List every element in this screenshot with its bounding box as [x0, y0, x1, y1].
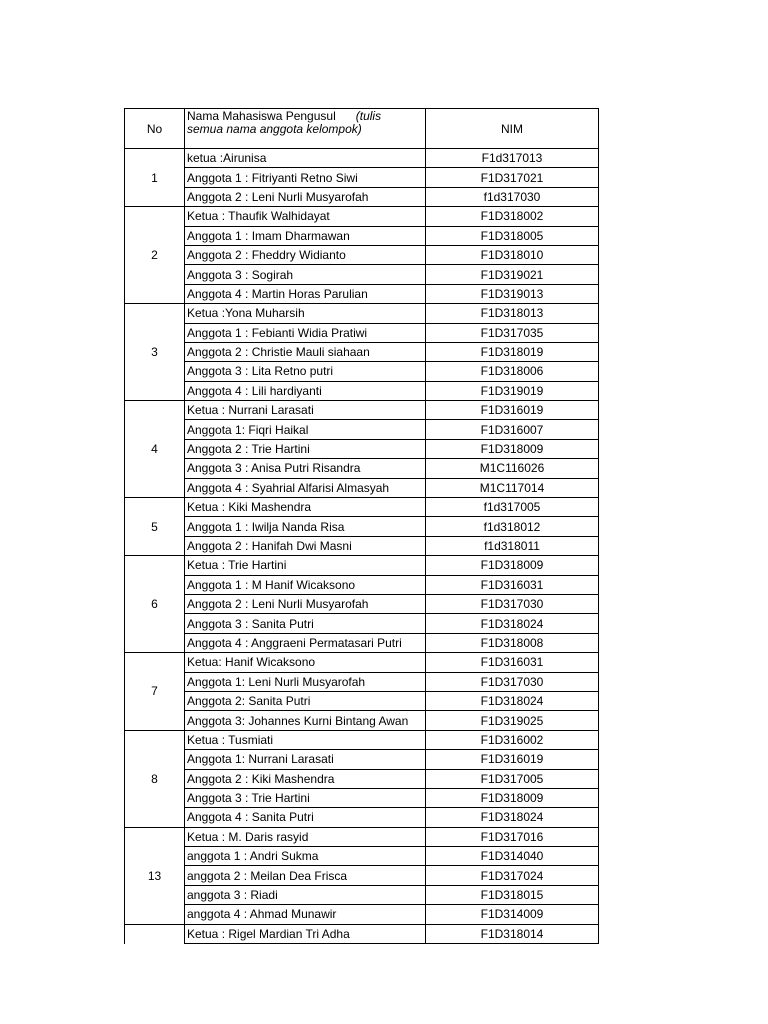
member-nim: F1D319013 — [426, 284, 599, 303]
member-name: Anggota 1 : Imam Dharmawan — [185, 226, 426, 245]
header-no: No — [125, 109, 185, 149]
table-row — [125, 459, 599, 478]
table-row — [125, 711, 599, 730]
member-name: Anggota 3: Johannes Kurni Bintang Awan — [185, 711, 426, 730]
member-name: Anggota 2 : Leni Nurli Musyarofah — [185, 594, 426, 613]
group-number: 13 — [125, 827, 185, 924]
member-nim: F1D319021 — [426, 265, 599, 284]
table-row — [125, 245, 599, 264]
member-name: Anggota 4 : Syahrial Alfarisi Almasyah — [185, 478, 426, 497]
table-row — [125, 769, 599, 788]
table-row — [125, 905, 599, 924]
member-nim: F1D316031 — [426, 575, 599, 594]
table-body — [125, 149, 599, 944]
member-nim: F1D318015 — [426, 885, 599, 904]
member-nim: F1D318010 — [426, 245, 599, 264]
table-row — [125, 323, 599, 342]
member-nim: F1D318019 — [426, 342, 599, 361]
member-nim: F1D317021 — [426, 168, 599, 187]
table-row — [125, 420, 599, 439]
member-name: Anggota 3 : Sanita Putri — [185, 614, 426, 633]
header-row — [125, 109, 599, 149]
member-name: Anggota 3 : Anisa Putri Risandra — [185, 459, 426, 478]
table-row — [125, 594, 599, 613]
member-name: Ketua : Kiki Mashendra — [185, 498, 426, 517]
table-row — [125, 866, 599, 885]
member-name: anggota 1 : Andri Sukma — [185, 847, 426, 866]
table-row — [125, 808, 599, 827]
member-name: Anggota 4 : Lili hardiyanti — [185, 381, 426, 400]
member-name: Anggota 1: Leni Nurli Musyarofah — [185, 672, 426, 691]
member-nim: F1D314040 — [426, 847, 599, 866]
header-name-hint-2: semua nama anggota kelompok) — [187, 122, 362, 136]
member-name: Anggota 4 : Anggraeni Permatasari Putri — [185, 633, 426, 652]
table-row — [125, 304, 599, 323]
member-name: Anggota 1 : Febianti Widia Pratiwi — [185, 323, 426, 342]
member-name: anggota 2 : Meilan Dea Frisca — [185, 866, 426, 885]
table-row — [125, 750, 599, 769]
group-number: 5 — [125, 498, 185, 556]
member-name: Ketua : Tusmiati — [185, 730, 426, 749]
table-row — [125, 187, 599, 206]
table-row — [125, 168, 599, 187]
member-name: Ketua : Thaufik Walhidayat — [185, 207, 426, 226]
table-row — [125, 517, 599, 536]
member-name: Anggota 3 : Trie Hartini — [185, 788, 426, 807]
table-row — [125, 536, 599, 555]
member-nim: F1D317005 — [426, 769, 599, 788]
group-number: 8 — [125, 730, 185, 827]
member-nim: F1D318005 — [426, 226, 599, 245]
member-name: Ketua : Rigel Mardian Tri Adha — [185, 924, 426, 943]
table-header — [125, 109, 599, 149]
member-name: Anggota 2 : Leni Nurli Musyarofah — [185, 187, 426, 206]
member-name: ketua :Airunisa — [185, 149, 426, 168]
member-nim: F1D318006 — [426, 362, 599, 381]
member-nim: F1D318014 — [426, 924, 599, 943]
member-name: Anggota 1 : Iwilja Nanda Risa — [185, 517, 426, 536]
member-nim: M1C117014 — [426, 478, 599, 497]
member-name: Ketua : Nurrani Larasati — [185, 401, 426, 420]
member-name: Anggota 2 : Kiki Mashendra — [185, 769, 426, 788]
table-row — [125, 362, 599, 381]
member-name: Anggota 2 : Hanifah Dwi Masni — [185, 536, 426, 555]
member-name: Ketua: Hanif Wicaksono — [185, 653, 426, 672]
member-nim: F1D317030 — [426, 594, 599, 613]
member-nim: M1C116026 — [426, 459, 599, 478]
member-nim: F1D316019 — [426, 401, 599, 420]
table-row — [125, 924, 599, 943]
group-list-table — [124, 108, 599, 944]
table-row — [125, 439, 599, 458]
member-name: Anggota 2 : Trie Hartini — [185, 439, 426, 458]
header-name-hint-1: (tulis — [355, 109, 382, 123]
member-name: Anggota 2 : Fheddry Widianto — [185, 245, 426, 264]
member-nim: F1D318024 — [426, 808, 599, 827]
header-name — [185, 109, 426, 149]
table-row — [125, 498, 599, 517]
table-row — [125, 207, 599, 226]
table-row — [125, 885, 599, 904]
member-nim: f1d318011 — [426, 536, 599, 555]
table-row — [125, 788, 599, 807]
member-nim: F1D317016 — [426, 827, 599, 846]
table-row — [125, 672, 599, 691]
header-nim: NIM — [426, 109, 599, 149]
group-number — [125, 924, 185, 943]
table-row — [125, 149, 599, 168]
table-row — [125, 381, 599, 400]
member-name: anggota 4 : Ahmad Munawir — [185, 905, 426, 924]
table-row — [125, 653, 599, 672]
table-row — [125, 847, 599, 866]
group-number: 6 — [125, 556, 185, 653]
table-row — [125, 730, 599, 749]
table-row — [125, 827, 599, 846]
member-nim: F1D317024 — [426, 866, 599, 885]
member-name: Ketua : M. Daris rasyid — [185, 827, 426, 846]
member-nim: f1d317005 — [426, 498, 599, 517]
member-nim: F1D316031 — [426, 653, 599, 672]
table-row — [125, 614, 599, 633]
member-nim: F1D314009 — [426, 905, 599, 924]
member-name: Ketua :Yona Muharsih — [185, 304, 426, 323]
member-name: Anggota 1: Nurrani Larasati — [185, 750, 426, 769]
member-name: anggota 3 : Riadi — [185, 885, 426, 904]
table-row — [125, 478, 599, 497]
table-row — [125, 265, 599, 284]
header-name-label: Nama Mahasiswa Pengusul — [187, 109, 336, 123]
member-nim: F1D317035 — [426, 323, 599, 342]
member-nim: F1D318008 — [426, 633, 599, 652]
table-row — [125, 284, 599, 303]
table-row — [125, 556, 599, 575]
member-nim: F1D318002 — [426, 207, 599, 226]
member-name: Anggota 1: Fiqri Haikal — [185, 420, 426, 439]
table-row — [125, 342, 599, 361]
member-name: Anggota 1 : M Hanif Wicaksono — [185, 575, 426, 594]
member-nim: f1d318012 — [426, 517, 599, 536]
group-number: 1 — [125, 149, 185, 207]
member-name: Anggota 4 : Sanita Putri — [185, 808, 426, 827]
member-name: Anggota 1 : Fitriyanti Retno Siwi — [185, 168, 426, 187]
group-number: 3 — [125, 304, 185, 401]
member-nim: F1D316019 — [426, 750, 599, 769]
member-nim: F1D317030 — [426, 672, 599, 691]
member-nim: F1d317013 — [426, 149, 599, 168]
table-row — [125, 401, 599, 420]
member-nim: F1D319019 — [426, 381, 599, 400]
group-number: 7 — [125, 653, 185, 731]
table-row — [125, 633, 599, 652]
member-name: Anggota 3 : Sogirah — [185, 265, 426, 284]
member-name: Anggota 2: Sanita Putri — [185, 691, 426, 710]
member-name: Anggota 3 : Lita Retno putri — [185, 362, 426, 381]
member-nim: F1D318024 — [426, 614, 599, 633]
member-nim: f1d317030 — [426, 187, 599, 206]
member-nim: F1D318009 — [426, 556, 599, 575]
member-nim: F1D318013 — [426, 304, 599, 323]
member-name: Anggota 2 : Christie Mauli siahaan — [185, 342, 426, 361]
member-name: Anggota 4 : Martin Horas Parulian — [185, 284, 426, 303]
member-nim: F1D319025 — [426, 711, 599, 730]
member-nim: F1D318009 — [426, 788, 599, 807]
member-nim: F1D318024 — [426, 691, 599, 710]
member-nim: F1D316007 — [426, 420, 599, 439]
table-row — [125, 691, 599, 710]
table-row — [125, 226, 599, 245]
member-name: Ketua : Trie Hartini — [185, 556, 426, 575]
group-number: 2 — [125, 207, 185, 304]
member-nim: F1D316002 — [426, 730, 599, 749]
member-nim: F1D318009 — [426, 439, 599, 458]
group-number: 4 — [125, 401, 185, 498]
table-row — [125, 575, 599, 594]
